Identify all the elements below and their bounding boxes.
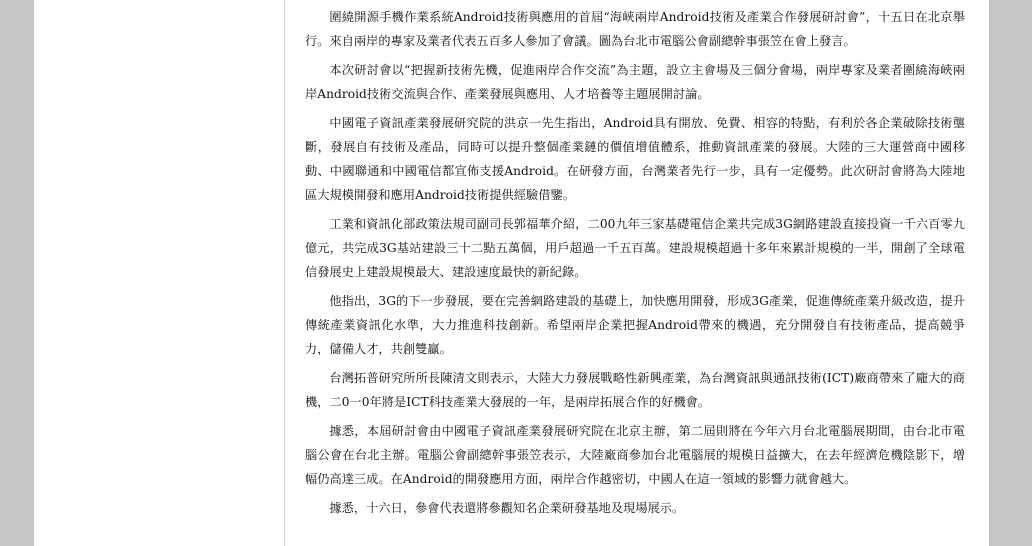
article-paragraph: 他指出，3G的下一步發展，要在完善網路建設的基礎上，加快應用開發，形成3G產業，促進傳統產業升級改造，提升傳統產業資訊化水準，大力推進科技創新。希望兩岸企業把握Android帶來的機遇，充分開發自有技術產品，提高競爭力，儲備人才，共創雙贏。 — [305, 294, 965, 356]
article-paragraph: 據悉，十六日，參會代表還將參觀知名企業研發基地及現場展示。 — [329, 501, 685, 515]
article-paragraph: 中國電子資訊產業發展研究院的洪京一先生指出，Android具有開放、免費、相容的特點，有利於各企業破除技術壟斷，發展自有技術及產品，同時可以提升整個產業鏈的價值增值體系，推動資訊產業的發展。大陸的三大運營商中國移動、中國聯通和中國電信都宣佈支援Android。在研發方面，台灣業者先行一步，具有一定優勢。此次研討會將為大陸地區大規模開發和應用Android技術提供經驗借鑒。 — [305, 116, 965, 202]
article-paragraph: 圍繞開源手機作業系統Android技術與應用的首屆“海峽兩岸Android技術及產業合作發展研討會”，十五日在北京舉行。來自兩岸的專家及業者代表五百多人參加了會議。圖為台北市電腦公會副總幹事張笠在會上發言。 — [305, 10, 965, 48]
article-paragraph: 台灣拓普研究所所長陳清文則表示，大陸大力發展戰略性新興產業，為台灣資訊與通訊技術(ICT)廠商帶來了龐大的商機，二0一0年將是ICT科技產業大發展的一年，是兩岸拓展合作的好機會。 — [305, 371, 965, 409]
article-paragraph: 據悉，本屆研討會由中國電子資訊產業發展研究院在北京主辦，第二屆則將在今年六月台北電腦展期間，由台北市電腦公會在台北主辦。電腦公會副總幹事張笠表示，大陸廠商參加台北電腦展的規模日益擴大，在去年經濟危機陰影下，增幅仍高達三成。在Android的開發應用方面，兩岸合作越密切，中國人在這一領域的影響力就會越大。 — [305, 424, 965, 486]
article-body — [305, 5, 965, 525]
article-paragraph: 工業和資訊化部政策法規司副司長郭福華介紹，二00九年三家基礎電信企業共完成3G網路建設直接投資一千六百零九億元，共完成3G基站建設三十二點五萬個，用戶超過一千五百萬。建設規模超過十多年來累計規模的一半，開創了全球電信發展史上建設規模最大、建設速度最快的新紀錄。 — [305, 217, 965, 279]
left-sidebar-column — [34, 0, 285, 546]
article-paragraph: 本次研討會以“把握新技術先機，促進兩岸合作交流”為主題，設立主會場及三個分會場，兩岸專家及業者圍繞海峽兩岸Android技術交流與合作、產業發展與應用、人才培養等主題展開討論。 — [305, 63, 965, 101]
document-page — [34, 0, 990, 546]
